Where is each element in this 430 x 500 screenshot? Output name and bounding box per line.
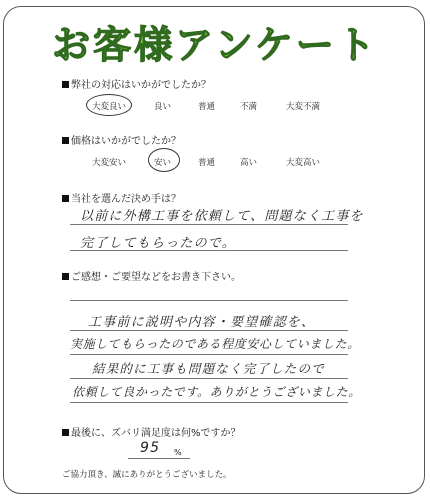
question-5 [62,424,241,439]
answer-rule [70,378,348,379]
answer-rule [70,354,348,355]
survey-title: お客様アンケート [52,23,378,67]
q4-answer-line-4: 依頼して良かったです。ありがとうございました。 [72,385,361,399]
bullet-square-icon [62,429,69,436]
q2-option-normal[interactable]: 普通 [198,158,216,168]
question-2 [62,132,181,147]
question-4 [62,268,241,283]
q1-option-very-dissatisfied[interactable]: 大変不満 [286,102,321,112]
q1-option-very-good[interactable]: 大変良い [92,102,127,112]
question-1-label: 弊社の対応はいかがでしたか？ [71,80,211,91]
q4-answer-line-3: 結果的に工事も問題なく完了したので [92,361,325,376]
q2-option-expensive[interactable]: 高い [240,158,258,168]
answer-rule [128,458,190,459]
question-3 [62,190,181,205]
bullet-square-icon [62,195,69,202]
bullet-square-icon [62,137,69,144]
question-4-label: ご感想・ご要望などをお書き下さい。 [71,272,241,283]
selected-circle-mark [148,148,180,172]
question-3-label: 当社を選んだ決め手は？ [71,194,181,205]
question-1 [62,76,211,91]
answer-rule [70,330,348,331]
satisfaction-answer: 95 [140,440,161,456]
answer-rule [70,300,348,301]
q1-option-dissatisfied[interactable]: 不満 [240,102,258,112]
answer-rule [70,250,348,251]
q1-option-normal[interactable]: 普通 [198,102,216,112]
q3-answer-line-2: 完了してもらったので。 [80,236,236,251]
q2-option-very-cheap[interactable]: 大変安い [92,158,127,168]
q1-option-good[interactable]: 良い [154,102,172,112]
question-2-label: 価格はいかがでしたか？ [71,136,181,147]
q4-answer-line-2: 実施してもらったのである程度安心していました。 [70,337,360,351]
q3-answer-line-1: 以前に外構工事を依頼して、問題なく工事を [80,209,364,224]
selected-circle-mark [86,94,132,116]
question-5-label: 最後に、ズバリ満足度は何%ですか？ [71,428,241,439]
bullet-square-icon [62,81,69,88]
answer-rule [70,402,348,403]
bullet-square-icon [62,273,69,280]
percent-unit: % [174,448,182,457]
answer-rule [70,224,348,225]
footer-thanks: ご協力頂き、誠にありがとうございました。 [62,470,232,480]
q2-option-very-expensive[interactable]: 大変高い [286,158,321,168]
q2-option-cheap[interactable]: 安い [154,158,172,168]
q4-answer-line-1: 工事前に説明や内容・要望確認を、 [88,315,316,330]
